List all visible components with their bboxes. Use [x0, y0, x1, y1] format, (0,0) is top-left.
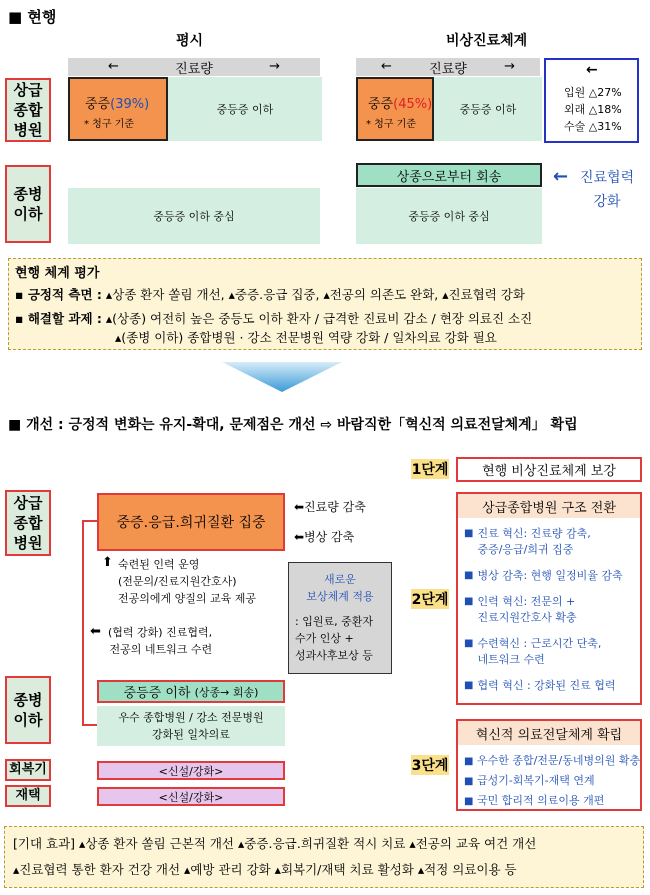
list-item: ■ 국민 합리적 의료이용 개편	[464, 794, 605, 807]
eval-box	[8, 258, 642, 350]
normal-severe-pct: (39%)	[110, 97, 150, 112]
list-item: ■ 수련혁신 : 근로시간 단축, 네트워크 수련	[464, 637, 602, 666]
emergency-change-box	[544, 58, 639, 143]
step2-list	[464, 526, 638, 694]
change-inpatient: 입원 △27%	[564, 86, 622, 99]
eval-task-2: ▴(종병 이하) 종합병원 · 강소 전문병원 역량 강화 / 일차의료 강화 필요	[115, 330, 497, 345]
arrow-right-icon: →	[269, 59, 280, 74]
emergency-severe-note: * 청구 기준	[366, 119, 416, 130]
step3-tag: 3단계	[411, 755, 449, 775]
list-item: ■ 인력 혁신: 전문의 + 진료지원간호사 확충	[464, 595, 577, 624]
eval-task: ▪ 해결할 과제 : ▴(상종) 여전히 높은 중등도 이하 환자 / 급격한 진료비 감소 / 현장 의료진 소진	[15, 311, 533, 326]
connector-line	[82, 520, 84, 725]
emergency-severe-pct: (45%)	[393, 97, 433, 112]
step3-list	[464, 751, 640, 811]
volume-reduce: ⬅진료량 감축	[294, 500, 366, 514]
new-comp-title: 새로운 보상체계 적용	[306, 573, 374, 603]
emergency-volume-bar	[356, 58, 540, 76]
change-list	[564, 84, 622, 135]
row-label-general: 종병 이하	[5, 165, 51, 243]
arrow-left-icon: ←	[586, 62, 598, 78]
recovery-new-box: <신설/강화>	[97, 761, 285, 780]
step1-box: 현행 비상진료체계 보강	[456, 457, 642, 482]
moderate-box	[97, 680, 285, 703]
effect-line2: ▴진료협력 통한 환자 건강 개선 ▴예방 관리 강화 ▴회복기/재택 치료 활성화 ▴적정 의료이용 등	[13, 862, 517, 877]
coop-label: 진료협력 강화	[580, 170, 635, 210]
list-item: ■ 협력 혁신 : 강화된 진료 협력	[464, 679, 616, 692]
home-new-box: <신설/강화>	[97, 787, 285, 806]
step2-box	[456, 492, 642, 705]
step3-box	[456, 719, 642, 811]
improve-heading: ■ 개선 : 긍정적 변화는 유지-확대, 문제점은 개선 ⇨ 바람직한「혁신적 의료전달체계」 확립	[8, 417, 578, 433]
current-heading: ■ 현행	[8, 8, 57, 26]
effect-box	[4, 826, 644, 888]
list-item: ■ 진료 혁신: 진료량 감축, 중증/응급/희귀 집중	[464, 527, 591, 556]
volume-label: 진료량	[175, 61, 213, 77]
normal-volume-bar	[68, 58, 320, 76]
step2-tag: 2단계	[411, 589, 449, 609]
arrow-up-icon: ⬆	[102, 555, 113, 570]
list-item: ■ 우수한 종합/전문/동네병의원 확충	[464, 754, 641, 767]
volume-label: 진료량	[429, 61, 467, 77]
bed-reduce: ⬅병상 감축	[294, 530, 355, 544]
moderate-sub: (상종→ 회송)	[194, 685, 259, 699]
moderate-title: 중등증 이하	[123, 686, 191, 701]
row-label-recovery: 회복기	[5, 759, 51, 781]
improve-row-label-general: 종병 이하	[5, 676, 51, 744]
normal-severe-note: * 청구 기준	[84, 119, 134, 130]
down-arrow-icon	[222, 362, 342, 392]
focus-box: 중증․응급․희귀질환 집중	[97, 493, 285, 551]
eval-positive: ▪ 긍정적 측면 : ▴상종 환자 쏠림 개선, ▴중증․응급 집중, ▴전공의 의존도 완화, ▴진료협력 강화	[15, 287, 525, 302]
connector-line	[82, 520, 98, 522]
emergency-lower-box: 중등증 이하 중심	[356, 188, 542, 244]
emergency-severe-box	[356, 77, 434, 141]
normal-severe-label: 중증(39%)	[85, 97, 150, 112]
arrow-left-icon: ⬅	[90, 624, 101, 639]
step2-title: 상급종합병원 구조 전환	[458, 494, 640, 518]
eval-title: 현행 체계 평가	[15, 266, 100, 281]
arrow-left-icon: ←	[553, 166, 569, 187]
normal-severe-box	[68, 77, 168, 141]
training-text: 숙련된 인력 운영 (전문의/진료지원간호사) 전공의에게 양질의 교육 제공	[118, 558, 257, 605]
improve-row-label-tertiary: 상급 종합 병원	[5, 490, 51, 556]
recovered-box: 상종으로부터 회송	[356, 163, 542, 187]
emergency-tertiary-box	[356, 77, 542, 141]
normal-lower-box: 중등증 이하 중심	[68, 188, 320, 244]
row-label-tertiary: 상급 종합 병원	[5, 78, 51, 142]
network-text: (협력 강화) 진료협력, 전공의 네트워크 수련	[108, 626, 213, 656]
new-comp-body: : 입원료, 중환자 수가 인상 + 성과사후보상 등	[295, 615, 373, 662]
list-item: ■ 병상 감축: 현행 일정비율 감축	[464, 569, 623, 582]
row-label-home: 재택	[5, 785, 51, 807]
effect-line1: [기대 효과] ▴상종 환자 쏠림 근본적 개선 ▴중증․응급․희귀질환 적시 치료 ▴전공의 교육 여건 개선	[13, 836, 537, 851]
emergency-title: 비상진료체계	[446, 33, 528, 49]
step3-title: 혁신적 의료전달체계 확립	[458, 721, 640, 745]
connector-line	[82, 724, 98, 726]
arrow-left-icon: ←	[108, 59, 119, 74]
moderate-body: 우수 종합병원 / 강소 전문병원 강화된 일차의료	[97, 706, 285, 746]
change-surgery: 수술 △31%	[564, 120, 622, 133]
step1-tag: 1단계	[411, 459, 449, 479]
emergency-severe-label: 중증(45%)	[368, 97, 433, 112]
normal-moderate-box: 중등증 이하	[168, 77, 322, 141]
arrow-left-icon: ←	[381, 59, 392, 74]
emergency-moderate-box: 중등증 이하	[434, 77, 542, 141]
normal-tertiary-box	[68, 77, 320, 141]
list-item: ■ 급성기-회복기-재택 연계	[464, 774, 595, 787]
change-outpatient: 외래 △18%	[564, 103, 622, 116]
new-comp-box	[288, 562, 392, 674]
normal-title: 평시	[176, 33, 204, 49]
arrow-right-icon: →	[504, 59, 515, 74]
